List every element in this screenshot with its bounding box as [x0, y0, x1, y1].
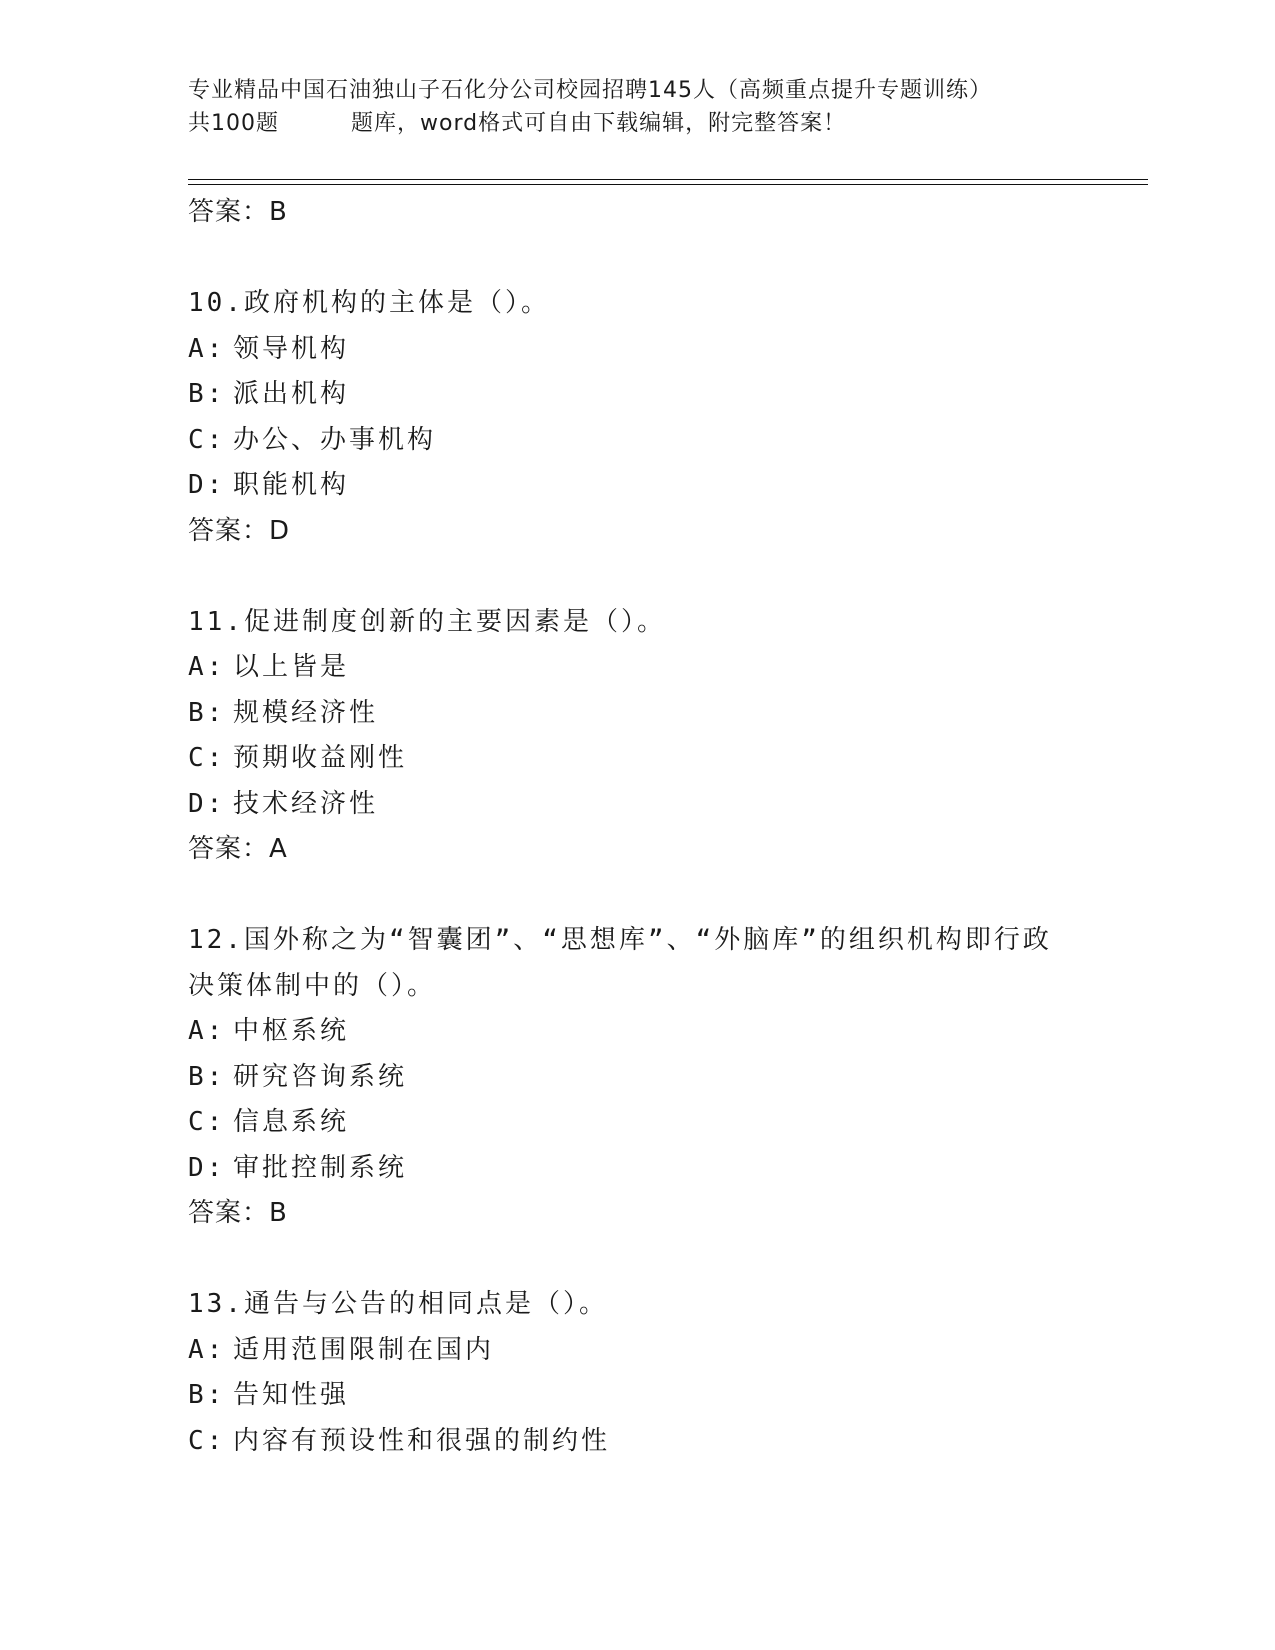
option-key: C: [188, 1425, 226, 1456]
question-stem: 13.通告与公告的相同点是（）。 [188, 1289, 608, 1319]
spacer [188, 1237, 1148, 1283]
option-key: B: [188, 1061, 226, 1092]
option-text: 职能机构 [233, 470, 350, 500]
option-d [188, 463, 1148, 509]
option-key: B: [188, 697, 226, 728]
question-12 [188, 918, 1148, 1237]
option-c [188, 736, 1148, 782]
option-key: A: [188, 652, 226, 682]
option-text: 以上皆是 [233, 652, 350, 682]
option-d [188, 1146, 1148, 1192]
option-key: A: [188, 1016, 226, 1046]
option-text: 审批控制系统 [233, 1152, 408, 1183]
option-text: 适用范围限制在国内 [233, 1334, 495, 1365]
option-text: 中枢系统 [233, 1016, 350, 1046]
question-stem: 11.促进制度创新的主要因素是（）。 [188, 606, 666, 637]
option-text: 研究咨询系统 [233, 1061, 408, 1092]
option-key: B: [188, 1380, 226, 1410]
option-b [188, 691, 1148, 737]
spacer [188, 554, 1148, 600]
option-key: C: [188, 424, 226, 455]
question-answer: 答案：B [188, 1198, 288, 1228]
previous-answer: 答案：B [188, 197, 288, 227]
option-c [188, 1100, 1148, 1146]
option-c [188, 418, 1148, 464]
option-text: 告知性强 [233, 1380, 350, 1410]
question-answer: 答案：D [188, 515, 291, 546]
option-a [188, 327, 1148, 373]
option-a [188, 1328, 1148, 1374]
option-key: C: [188, 1107, 226, 1137]
option-key: A: [188, 1334, 226, 1365]
document-title: 专业精品中国石油独山子石化分公司校园招聘145人（高频重点提升专题训练） [188, 78, 992, 103]
option-text: 内容有预设性和很强的制约性 [233, 1425, 611, 1456]
option-key: D: [188, 470, 226, 500]
option-b [188, 1373, 1148, 1419]
option-d [188, 782, 1148, 828]
header-double-rule [188, 179, 1148, 185]
question-stem: 10.政府机构的主体是（）。 [188, 288, 550, 318]
question-stem: 12.国外称之为“智囊团”、“思想库”、“外脑库”的组织机构即行政决策体制中的（）。 [188, 925, 1052, 1001]
option-text: 领导机构 [233, 333, 350, 364]
question-answer: 答案：A [188, 834, 288, 864]
document-description: 题库，word格式可自由下载编辑，附完整答案！ [351, 111, 847, 136]
option-text: 信息系统 [233, 1107, 350, 1137]
option-key: C: [188, 743, 226, 773]
spacer [188, 236, 1148, 282]
page-header [188, 74, 1148, 140]
option-key: D: [188, 788, 226, 819]
option-text: 预期收益刚性 [233, 743, 408, 773]
spacer [188, 873, 1148, 919]
option-a [188, 645, 1148, 691]
option-b [188, 1055, 1148, 1101]
option-text: 派出机构 [233, 379, 350, 409]
option-text: 办公、办事机构 [233, 424, 437, 455]
question-10 [188, 281, 1148, 554]
option-key: B: [188, 379, 226, 409]
question-list [188, 190, 1148, 1464]
option-key: D: [188, 1152, 226, 1183]
option-text: 技术经济性 [233, 788, 379, 819]
option-text: 规模经济性 [233, 697, 379, 728]
option-a [188, 1009, 1148, 1055]
option-c [188, 1419, 1148, 1465]
question-11 [188, 600, 1148, 873]
option-key: A: [188, 333, 226, 364]
option-b [188, 372, 1148, 418]
question-count: 共100题 [188, 111, 279, 136]
document-subtitle [188, 107, 1148, 140]
question-13 [188, 1282, 1148, 1464]
